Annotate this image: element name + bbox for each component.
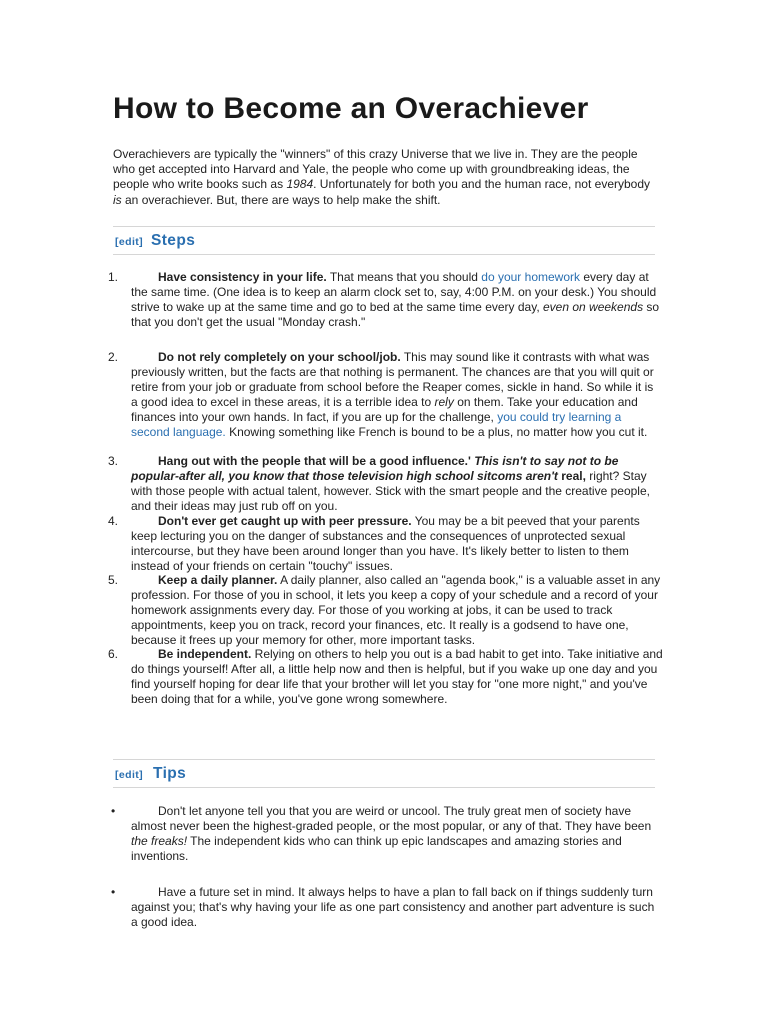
step-body: A daily planner, also called an "agenda book," is a valuable asset in any profession. For those of you in school, it lets you keep a copy of your schedule and a record of your homework assignments every day. For those of you working at jobs, it can be used to track appointments, keep you on track, record your finances, etc. It really is a godsend to have one, because it frees up your memory for other, more important tasks. (131, 573, 661, 647)
step-body: You may be a bit peeved that your parents keep lecturing you on the danger of substances and the consequences of unprotected sexual intercourse, but they have been around longer than you have. It's likely better to listen to them instead of your friends on certain "touchy" issues. (131, 514, 640, 573)
intro-text: Overachievers are typically the "winners" of this crazy Universe that we live in. They are the people who get accepted into Harvard and Yale, the people who come up with groundbreaking ideas, the people who write books such as (113, 147, 638, 192)
step-body: Knowing something like French is bound to be a plus, no matter how you cut it. (225, 425, 648, 439)
step-number: 2. (108, 350, 119, 364)
tips-heading: Tips (153, 765, 187, 782)
tip-item (108, 804, 663, 864)
second-language-link[interactable]: you could try learning a second language. (131, 410, 622, 439)
step-heading: real, (557, 469, 586, 483)
step-item (108, 573, 663, 648)
step-text (131, 454, 663, 514)
step-heading: Don't ever get caught up with peer pressure. (158, 514, 412, 528)
step-body: That means that you should (326, 270, 482, 284)
intro-paragraph (113, 147, 658, 208)
step-number: 4. (108, 514, 119, 528)
step-text (131, 514, 663, 574)
homework-link[interactable]: do your homework (481, 270, 580, 284)
step-item (108, 270, 663, 330)
step-heading: Keep a daily planner. (158, 573, 278, 587)
step-number: 1. (108, 270, 119, 284)
step-body: so that you don't get the usual "Monday crash." (131, 300, 660, 329)
step-emphasis: This isn't to say not to be popular-after all, you know that those television high school sitcoms aren't (131, 454, 619, 483)
intro-text: an overachiever. But, there are ways to help make the shift. (121, 192, 441, 207)
tips-section-header (113, 759, 655, 788)
step-heading: Do not rely completely on your school/job. (158, 350, 401, 364)
tip-item (108, 885, 663, 930)
tip-text (131, 885, 663, 930)
step-heading: Have consistency in your life. (158, 270, 327, 284)
tips-edit-link[interactable]: [edit] (115, 769, 144, 781)
step-text (131, 270, 663, 330)
tip-body: Don't let anyone tell you that you are weird or uncool. The truly great men of society have almost never been the highest-graded people, or the most popular, or any of that. They have been (131, 804, 652, 833)
step-body: right? Stay with those people with actual talent, however. Stick with the smart people and the creative people, and their ideas may just rub off on you. (131, 469, 650, 513)
step-body: every day at the same time. (One idea is to keep an alarm clock set to, say, 4:00 P.M. on your desk.) You should strive to wake up at the same time and go to bed at the same time every day, (131, 270, 657, 314)
intro-book-title: 1984 (286, 177, 314, 192)
step-emphasis: even on weekends (543, 300, 644, 314)
step-number: 3. (108, 454, 119, 468)
tip-emphasis: the freaks! (131, 834, 188, 848)
intro-emphasis: is (113, 192, 122, 207)
page-title: How to Become an Overachiever (113, 92, 589, 125)
bullet-icon: • (111, 885, 116, 899)
step-item (108, 454, 663, 514)
tip-body: Have a future set in mind. It always helps to have a plan to fall back on if things suddenly turn against you; that's why having your life as one part consistency and another part adventure is such a good idea. (131, 885, 655, 929)
step-body: on them. Take your education and finances into your own hands. In fact, if you are up for the challenge, (131, 395, 638, 424)
step-text (131, 647, 663, 707)
step-emphasis: rely (434, 395, 454, 409)
steps-heading: Steps (151, 232, 196, 249)
step-body: This may sound like it contrasts with what was previously written, but the facts are that nothing is permanent. The chances are that you will quit or retire from your job or graduate from school before the Reaper comes, sickle in hand. So while it is a good idea to excel in these areas, it is a terrible idea to (131, 350, 654, 409)
step-item (108, 514, 663, 574)
step-text (131, 573, 663, 648)
step-body: Relying on others to help you out is a bad habit to get into. Take initiative and do things yourself! After all, a little help now and then is helpful, but if you wake up one day and you find yourself hoping for dear life that your brother will let you stay for "one more night," and you've been doing that for a while, you've gone wrong somewhere. (131, 647, 663, 706)
tip-body: The independent kids who can think up epic landscapes and amazing stories and inventions. (131, 834, 622, 863)
step-heading: Hang out with the people that will be a good influence.' (158, 454, 471, 468)
step-number: 5. (108, 573, 119, 587)
step-text (131, 350, 663, 440)
steps-edit-link[interactable]: [edit] (115, 236, 144, 248)
bullet-icon: • (111, 804, 116, 818)
step-item (108, 350, 663, 440)
intro-text: . Unfortunately for both you and the human race, not everybody (313, 177, 651, 192)
step-number: 6. (108, 647, 119, 661)
steps-section-header (113, 226, 655, 255)
step-item (108, 647, 663, 707)
step-heading: Be independent. (158, 647, 252, 661)
tip-text (131, 804, 663, 864)
